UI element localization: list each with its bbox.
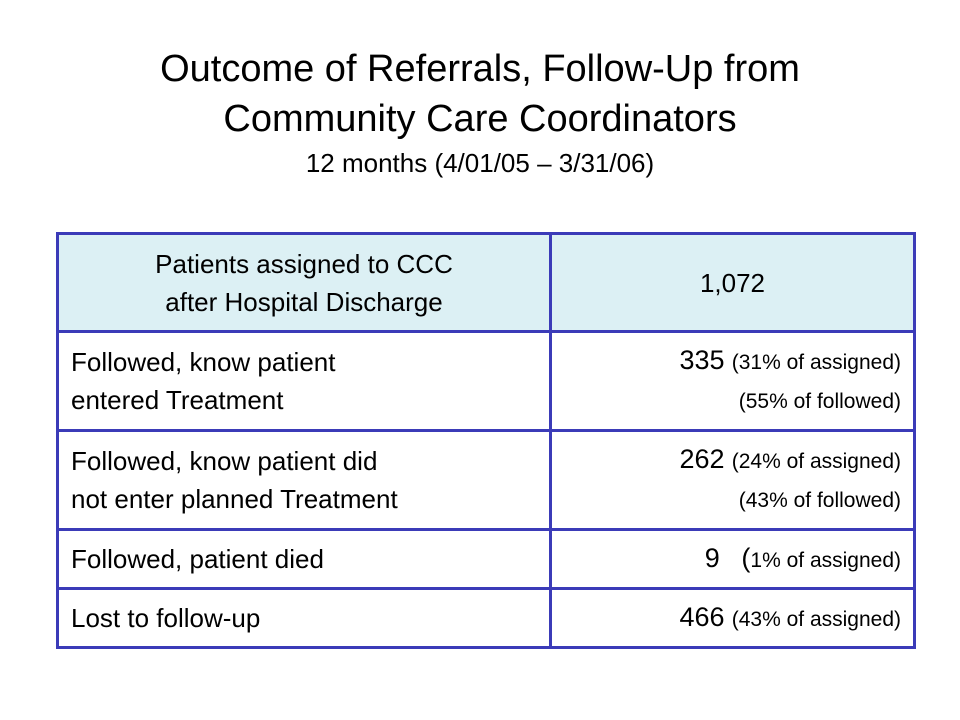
- row-value-cell: [551, 332, 915, 431]
- row-label-line-1: Followed, know patient: [71, 347, 336, 377]
- row-label-line-2: entered Treatment: [71, 385, 284, 415]
- outcomes-table: [56, 232, 916, 649]
- row-number: 262: [679, 443, 725, 474]
- row-label-cell: [58, 589, 551, 648]
- row-note-assigned: (43% of assigned): [731, 607, 901, 631]
- row-open-paren: (: [741, 542, 751, 573]
- row-number: 9: [704, 542, 720, 573]
- row-value-cell: [551, 431, 915, 530]
- table-row: [58, 530, 915, 589]
- row-note-assigned: 1% of assigned): [750, 548, 901, 572]
- row-value-cell: [551, 589, 915, 648]
- row-label-line-1: Followed, know patient did: [71, 446, 378, 476]
- header-label-line-1: Patients assigned to CCC: [155, 248, 453, 279]
- row-note-followed: (55% of followed): [738, 389, 901, 413]
- row-number: 466: [679, 601, 725, 632]
- row-label-cell: [58, 332, 551, 431]
- row-label-cell: [58, 530, 551, 589]
- slide-subtitle: 12 months (4/01/05 – 3/31/06): [305, 148, 655, 178]
- slide-title-line-1: Outcome of Referrals, Follow-Up from: [160, 48, 800, 90]
- header-value: 1,072: [699, 267, 766, 298]
- row-value-cell: [551, 530, 915, 589]
- table-row: [58, 589, 915, 648]
- table-header-row: [58, 234, 915, 332]
- row-label-line-2: not enter planned Treatment: [71, 484, 398, 514]
- row-label-cell: [58, 431, 551, 530]
- row-note-assigned: (24% of assigned): [731, 449, 901, 473]
- slide-title-line-2: Community Care Coordinators: [223, 98, 737, 140]
- table-row: [58, 431, 915, 530]
- table-row: [58, 332, 915, 431]
- row-label: Lost to follow-up: [71, 603, 261, 633]
- row-note-assigned: (31% of assigned): [731, 350, 901, 374]
- slide-title-block: [0, 44, 960, 180]
- slide-title: [0, 44, 960, 144]
- row-number: 335: [679, 344, 725, 375]
- row-note-followed: (43% of followed): [738, 488, 901, 512]
- header-value-cell: [551, 234, 915, 332]
- header-label-line-2: after Hospital Discharge: [165, 286, 443, 317]
- header-label-cell: [58, 234, 551, 332]
- row-label: Followed, patient died: [71, 544, 324, 574]
